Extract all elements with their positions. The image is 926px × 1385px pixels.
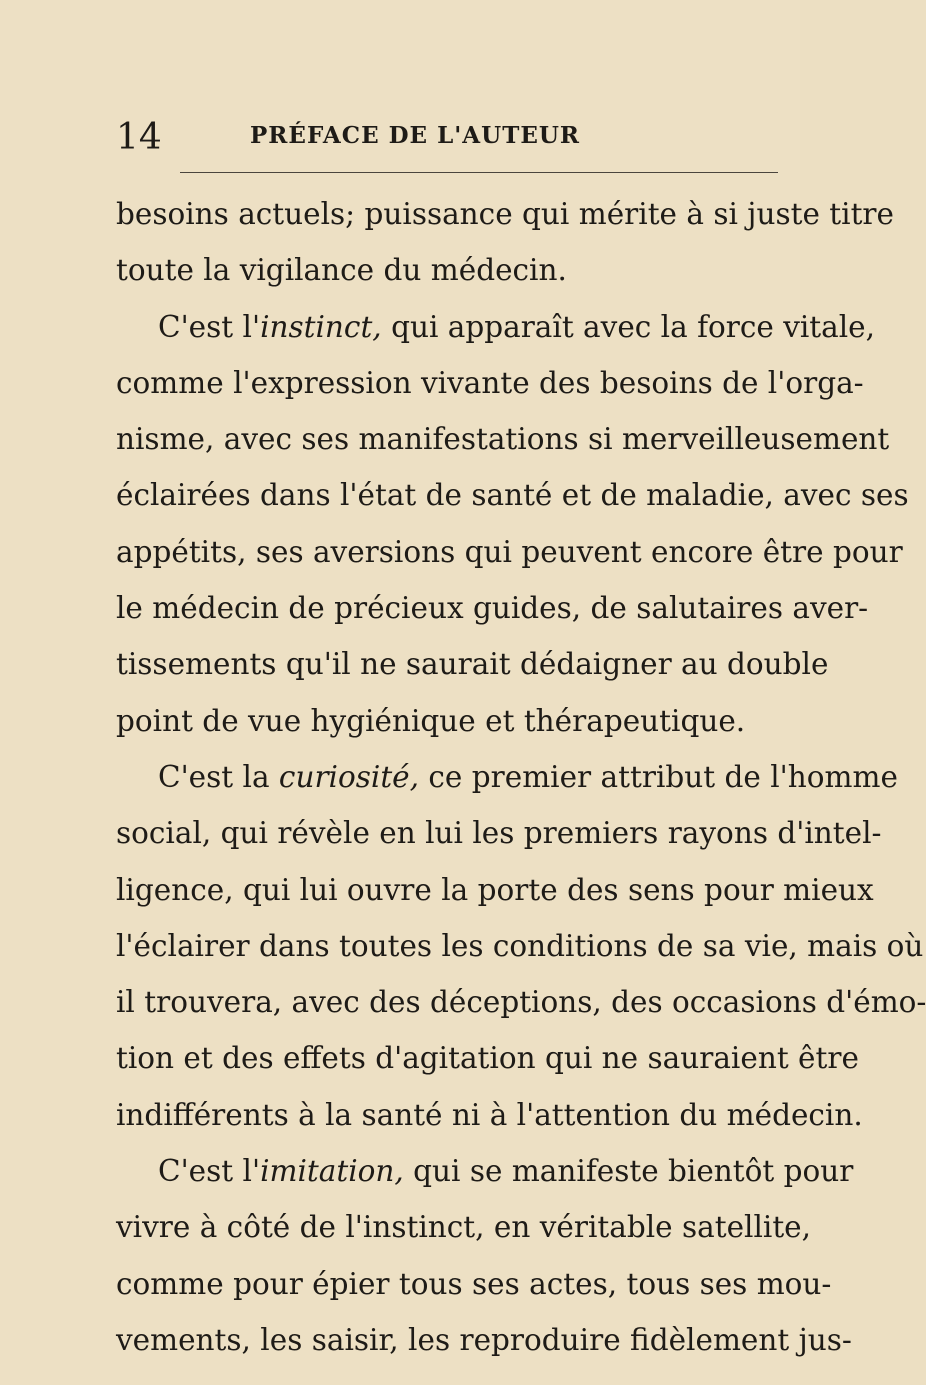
text-line-8: le médecin de précieux guides, de salutaires aver- xyxy=(116,591,869,626)
text-line-10: point de vue hygiénique et thérapeutique. xyxy=(116,703,746,738)
running-head: PRÉFACE DE L'AUTEUR xyxy=(250,122,581,149)
page-header xyxy=(116,117,784,160)
text-line-15: il trouvera, avec des déceptions, des occasions d'émo- xyxy=(116,985,926,1020)
line-3-italic-term: instinct, xyxy=(260,309,382,344)
text-line-16: tion et des effets d'agitation qui ne sauraient être xyxy=(116,1041,859,1076)
header-rule xyxy=(180,172,778,173)
text-line-5: nisme, avec ses manifestations si merveilleusement xyxy=(116,422,890,457)
text-line-3 xyxy=(116,299,876,355)
line-18-prefix: C'est l' xyxy=(158,1154,261,1189)
line-11-italic-term: curiosité, xyxy=(278,759,420,794)
line-18-italic-term: imitation, xyxy=(260,1154,404,1189)
text-line-6: éclairées dans l'état de santé et de maladie, avec ses xyxy=(116,478,909,513)
body-text xyxy=(116,186,926,1368)
line-18-suffix: qui se manifeste bientôt pour xyxy=(403,1154,854,1189)
text-line-11 xyxy=(116,749,898,805)
text-line-20: comme pour épier tous ses actes, tous ses mou- xyxy=(116,1266,832,1301)
text-line-4: comme l'expression vivante des besoins de l'orga- xyxy=(116,365,864,400)
line-11-suffix: ce premier attribut de l'homme xyxy=(419,759,898,794)
text-line-2: toute la vigilance du médecin. xyxy=(116,253,567,288)
text-line-1: besoins actuels; puissance qui mérite à si juste titre xyxy=(116,197,894,231)
line-3-suffix: qui apparaît avec la force vitale, xyxy=(381,309,876,344)
text-line-7: appétits, ses aversions qui peuvent encore être pour xyxy=(116,534,903,569)
page-number: 14 xyxy=(116,117,162,158)
line-11-prefix: C'est la xyxy=(158,759,279,794)
text-line-21: vements, les saisir, les reproduire fidèlement jus- xyxy=(116,1322,852,1357)
text-line-18 xyxy=(116,1143,854,1199)
text-line-19: vivre à côté de l'instinct, en véritable satellite, xyxy=(116,1210,812,1245)
line-3-prefix: C'est l' xyxy=(158,309,261,344)
text-line-9: tissements qu'il ne saurait dédaigner au double xyxy=(116,647,829,682)
text-line-13: ligence, qui lui ouvre la porte des sens pour mieux xyxy=(116,872,874,907)
text-line-14: l'éclairer dans toutes les conditions de sa vie, mais où xyxy=(116,928,924,963)
text-line-12: social, qui révèle en lui les premiers rayons d'intel- xyxy=(116,816,882,851)
text-line-17: indifférents à la santé ni à l'attention du médecin. xyxy=(116,1097,863,1132)
